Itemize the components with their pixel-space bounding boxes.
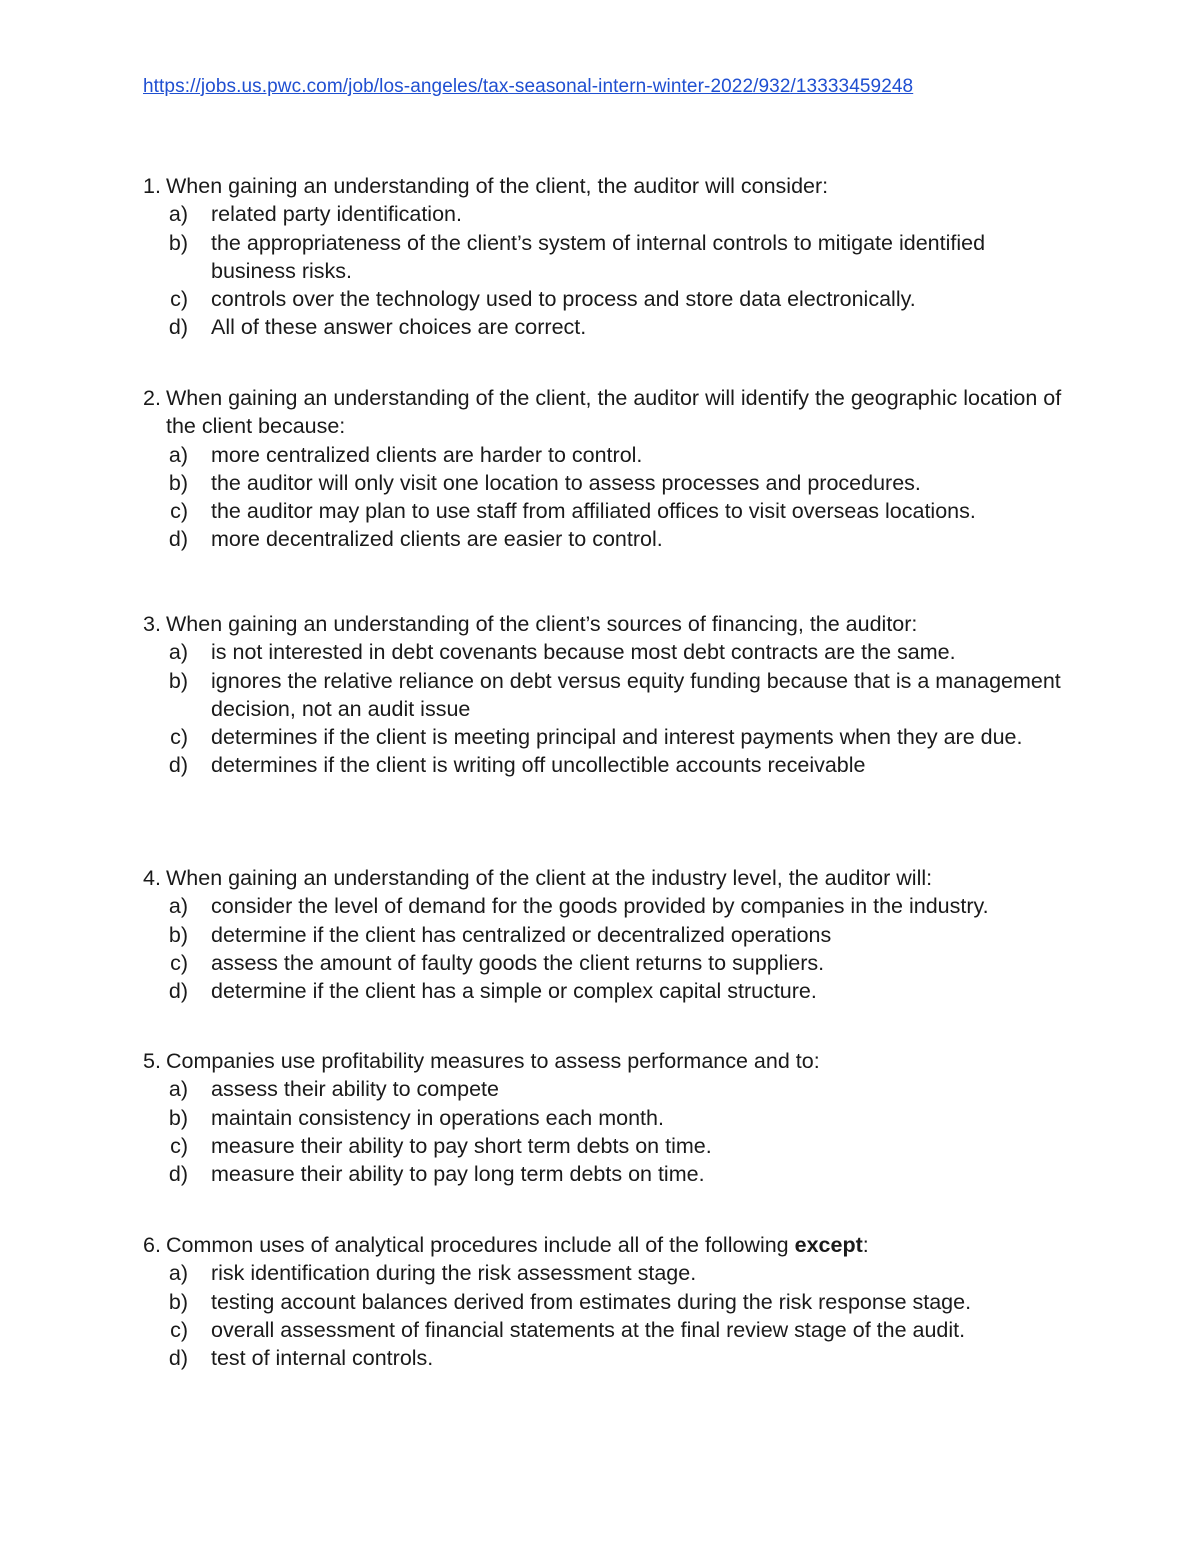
option-letter: c) [170,1317,188,1342]
question-number: 2. [143,386,161,410]
question-6 [143,1231,1073,1372]
option-letter: b) [168,922,188,947]
question-text: When gaining an understanding of the client’s sources of financing, the auditor: [166,612,918,636]
option-letter: d) [168,1346,188,1371]
question-number: 6. [143,1233,161,1257]
option-a [143,1259,1073,1287]
option-text: risk identification during the risk assessment stage. [211,1261,697,1286]
option-text: related party identification. [211,202,462,227]
question-text [166,1231,1073,1259]
answer-options [143,638,1073,779]
option-letter: b) [168,230,188,255]
question-3 [143,610,1073,780]
question-stem [143,172,1073,200]
question-stem [143,610,1073,638]
option-c [143,497,1073,525]
option-c [143,949,1073,977]
option-letter: a) [168,202,188,227]
option-a [143,638,1073,666]
option-d [143,751,1073,779]
answer-options [143,1075,1073,1188]
option-text: more decentralized clients are easier to control. [211,527,663,552]
option-b [143,469,1073,497]
option-letter: b) [168,470,188,495]
option-text: overall assessment of financial statements at the final review stage of the audit. [211,1317,966,1342]
option-text: the appropriateness of the client’s system of internal controls to mitigate identified business risks. [211,230,986,283]
option-letter: d) [168,979,188,1004]
option-letter: d) [168,1162,188,1187]
option-b [143,229,1073,286]
answer-options [143,441,1073,554]
option-letter: c) [170,287,188,312]
question-text: When gaining an understanding of the client, the auditor will identify the geographic location of the client because: [166,386,1062,439]
option-a [143,1075,1073,1103]
option-text: assess the amount of faulty goods the client returns to suppliers. [211,950,825,975]
option-c [143,1316,1073,1344]
question-stem [143,1231,1073,1259]
question-number: 5. [143,1049,161,1073]
option-letter: c) [170,725,188,750]
option-text: ignores the relative reliance on debt versus equity funding because that is a management decision, not an audit issue [211,668,1061,721]
option-d [143,1160,1073,1188]
option-letter: b) [168,1289,188,1314]
option-d [143,977,1073,1005]
answer-options [143,1259,1073,1372]
option-a [143,892,1073,920]
question-text: When gaining an understanding of the client, the auditor will consider: [166,174,829,198]
option-text: determine if the client has centralized or decentralized operations [211,922,832,947]
option-text: assess their ability to compete [211,1077,499,1102]
question-number: 3. [143,612,161,636]
question-text-start: Common uses of analytical procedures include all of the following [166,1233,795,1257]
option-b [143,1288,1073,1316]
option-text: determine if the client has a simple or complex capital structure. [211,979,817,1004]
option-text: measure their ability to pay short term debts on time. [211,1133,712,1158]
option-letter: b) [168,1105,188,1130]
option-letter: d) [168,315,188,340]
job-url-link[interactable]: https://jobs.us.pwc.com/job/los-angeles/tax-seasonal-intern-winter-2022/932/13333459248 [143,76,914,97]
option-letter: c) [170,1133,188,1158]
question-number: 1. [143,174,161,198]
option-text: All of these answer choices are correct. [211,315,587,340]
option-text: the auditor may plan to use staff from affiliated offices to visit overseas locations. [211,499,976,524]
option-d [143,525,1073,553]
option-text: the auditor will only visit one location to assess processes and procedures. [211,470,921,495]
option-d [143,1344,1073,1372]
option-letter: c) [170,499,188,524]
question-stem [143,384,1073,441]
option-a [143,441,1073,469]
option-b [143,667,1073,724]
option-c [143,1132,1073,1160]
option-letter: a) [168,442,188,467]
option-d [143,313,1073,341]
question-text: When gaining an understanding of the client at the industry level, the auditor will: [166,866,933,890]
option-letter: a) [168,894,188,919]
question-4 [143,864,1073,1005]
option-letter: a) [168,1077,188,1102]
question-1 [143,172,1073,342]
question-5 [143,1047,1073,1188]
option-letter: d) [168,527,188,552]
option-text: test of internal controls. [211,1346,434,1371]
option-c [143,285,1073,313]
question-2 [143,384,1073,554]
question-stem [143,864,1073,892]
option-letter: b) [168,668,188,693]
option-a [143,200,1073,228]
option-text: more centralized clients are harder to control. [211,442,643,467]
answer-options [143,892,1073,1005]
option-text: controls over the technology used to process and store data electronically. [211,287,916,312]
option-text: measure their ability to pay long term debts on time. [211,1162,705,1187]
option-text: testing account balances derived from estimates during the risk response stage. [211,1289,972,1314]
option-text: determines if the client is writing off uncollectible accounts receivable [211,753,866,778]
option-letter: a) [168,1261,188,1286]
question-text: Companies use profitability measures to assess performance and to: [166,1049,820,1073]
emphasis-except: except [794,1233,863,1257]
option-text: consider the level of demand for the goods provided by companies in the industry. [211,894,989,919]
option-text: maintain consistency in operations each month. [211,1105,664,1130]
question-number: 4. [143,866,161,890]
option-letter: a) [168,640,188,665]
option-letter: d) [168,753,188,778]
question-text-end: : [862,1233,869,1257]
answer-options [143,200,1073,341]
option-text: is not interested in debt covenants because most debt contracts are the same. [211,640,956,665]
question-stem [143,1047,1073,1075]
option-letter: c) [170,950,188,975]
option-b [143,921,1073,949]
option-c [143,723,1073,751]
option-text: determines if the client is meeting principal and interest payments when they are due. [211,725,1023,750]
option-b [143,1104,1073,1132]
